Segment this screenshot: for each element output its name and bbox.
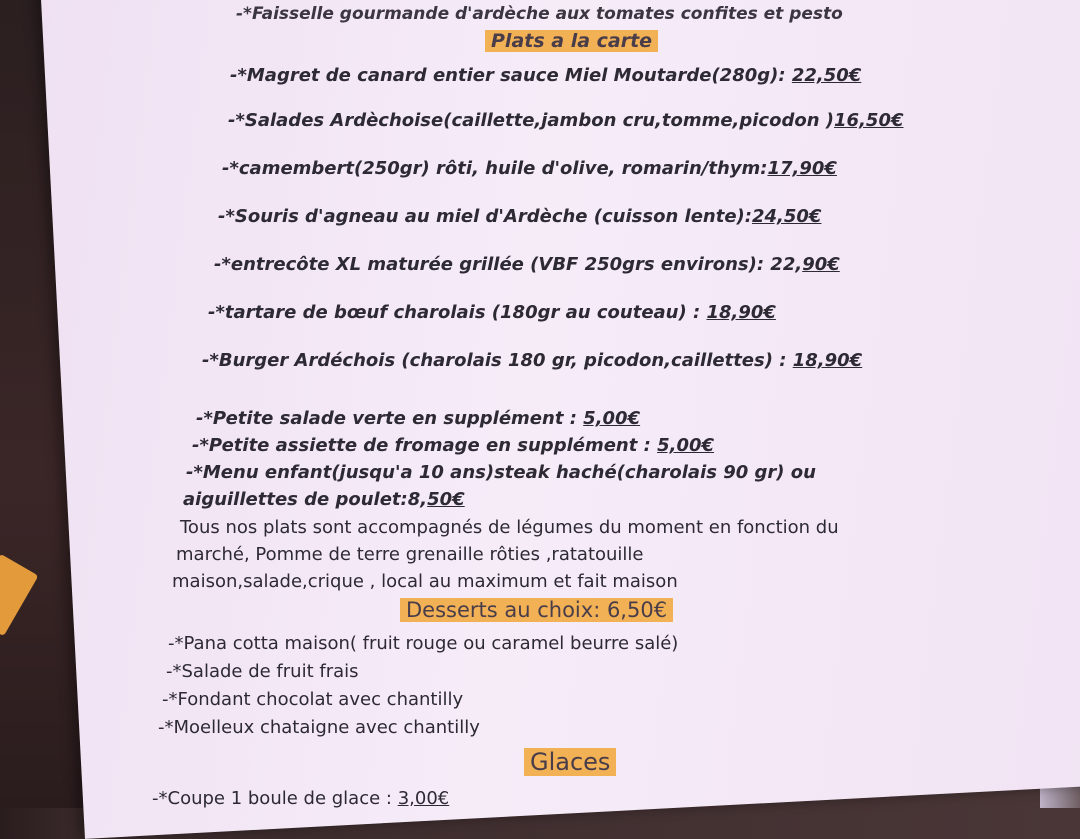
plat-price: 22,50€ (791, 65, 862, 87)
plat-price: 90€ (802, 254, 840, 275)
plat-item (208, 302, 776, 323)
plat-item (222, 158, 837, 179)
supplement-price: 5,00€ (657, 435, 715, 456)
dessert-item: -*Moelleux chataigne avec chantilly (158, 717, 480, 738)
plat-item (202, 350, 862, 371)
plat-item (214, 254, 840, 275)
plat-item (230, 65, 861, 86)
glace-item (152, 788, 449, 809)
menu-sheet (40, 0, 1080, 839)
plat-name: -*Burger Ardéchois (charolais 180 gr, picodon,caillettes) : (202, 350, 793, 371)
glace-name: -*Coupe 1 boule de glace : (152, 788, 398, 809)
desserts-heading: Desserts au choix: 6,50€ (400, 598, 673, 622)
accompaniment-line: Tous nos plats sont accompagnés de légumes du moment en fonction du (180, 517, 839, 538)
plat-item (228, 110, 904, 131)
plat-price: 24,50€ (751, 206, 822, 228)
menu-enfant-line-1: -*Menu enfant(jusqu'a 10 ans)steak haché(charolais 90 gr) ou (186, 462, 816, 484)
dessert-item: -*Pana cotta maison( fruit rouge ou caramel beurre salé) (168, 633, 679, 654)
supplement-name: -*Petite salade verte en supplément : (196, 408, 584, 429)
plat-name: -*Salades Ardèchoise(caillette,jambon cru,tomme,picodon ) (228, 109, 835, 131)
plat-price: 18,90€ (792, 350, 863, 371)
plat-name: -*camembert(250gr) rôti, huile d'olive, romarin/thym: (222, 158, 768, 179)
glace-price: 3,00€ (397, 788, 450, 809)
dessert-item: -*Salade de fruit frais (166, 661, 359, 682)
supplement-price: 5,00€ (583, 408, 641, 429)
plat-name: -*entrecôte XL maturée grillée (VBF 250grs environs): 22, (214, 254, 803, 275)
supplement-name: -*Petite assiette de fromage en supplément : (192, 435, 658, 456)
plat-price: 18,90€ (706, 302, 776, 323)
menu-enfant-price: 50€ (427, 489, 465, 510)
menu-top-line: -*Faisselle gourmande d'ardèche aux tomates confites et pesto (236, 3, 843, 25)
dessert-item: -*Fondant chocolat avec chantilly (162, 689, 464, 710)
plat-price: 16,50€ (834, 109, 904, 131)
plats-heading: Plats a la carte (485, 30, 658, 52)
plat-name: -*Souris d'agneau au miel d'Ardèche (cuisson lente): (218, 206, 752, 228)
menu-enfant-line-2 (183, 489, 465, 510)
plat-name: -*tartare de bœuf charolais (180gr au couteau) : (208, 302, 707, 323)
plat-item (218, 206, 821, 227)
accompaniment-line: maison,salade,crique , local au maximum et fait maison (172, 571, 678, 592)
supplement-item (196, 408, 640, 429)
menu-enfant-text: aiguillettes de poulet:8, (183, 489, 428, 510)
plat-name: -*Magret de canard entier sauce Miel Moutarde(280g): (230, 65, 792, 86)
glaces-heading: Glaces (524, 748, 616, 776)
accompaniment-line: marché, Pomme de terre grenaille rôties ,ratatouille (176, 544, 644, 565)
supplement-item (192, 435, 714, 456)
plat-price: 17,90€ (767, 158, 837, 179)
